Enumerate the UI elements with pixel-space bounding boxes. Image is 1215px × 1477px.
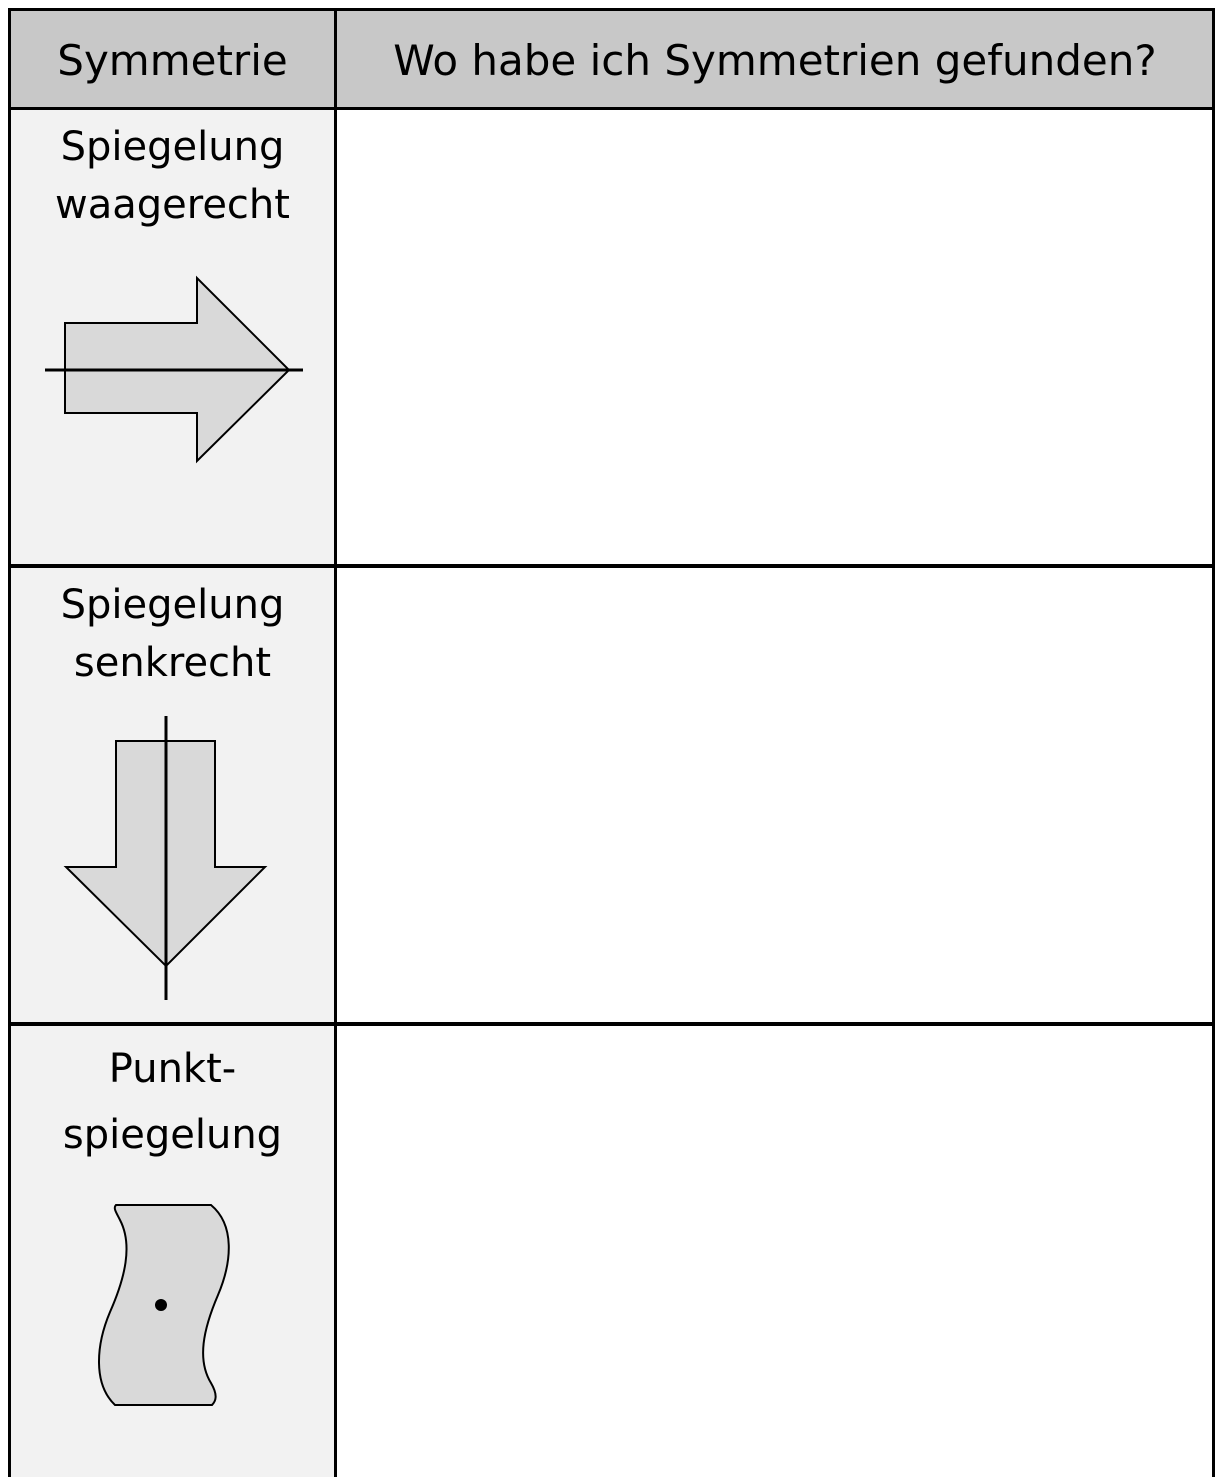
row-label-line1: Spiegelung (60, 582, 285, 628)
header-symmetrie: Symmetrie (57, 36, 288, 85)
row-label-line2: senkrecht (73, 640, 272, 686)
row-label-line1: Spiegelung (60, 124, 285, 170)
row-divider-1 (8, 564, 1215, 568)
table-border-top (8, 8, 1215, 11)
row-label-line2: spiegelung (62, 1112, 283, 1158)
header-wo-habe-ich-symmetrien-gefunden: Wo habe ich Symmetrien gefunden? (393, 36, 1157, 85)
row-label-line1: Punkt- (108, 1046, 237, 1092)
row-divider-2 (8, 1022, 1215, 1026)
header-divider (8, 107, 1215, 110)
row-label-line2: waagerecht (55, 182, 290, 228)
column-divider (334, 8, 337, 1477)
table-border-left (8, 8, 11, 1477)
